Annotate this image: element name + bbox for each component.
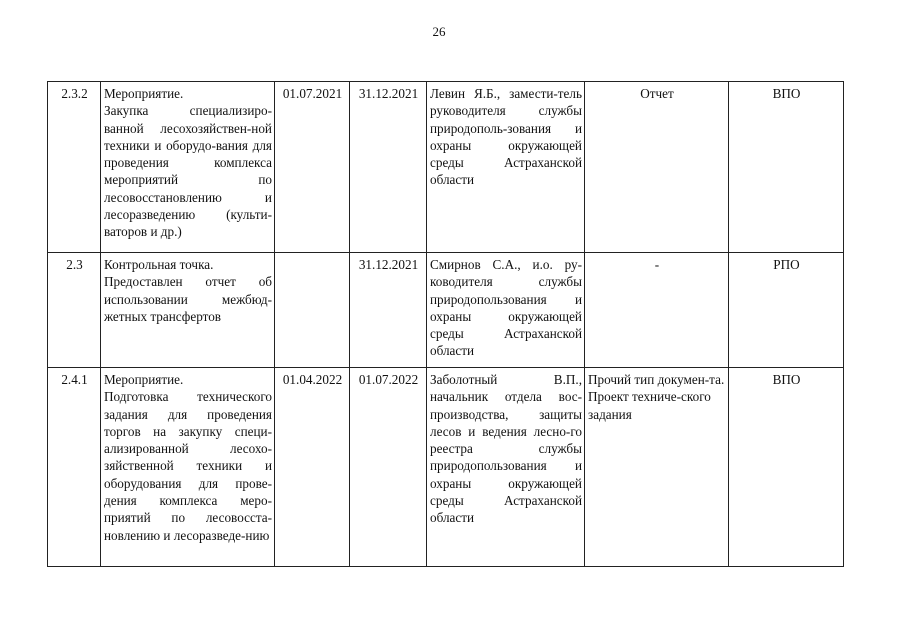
result-cell: Отчет bbox=[585, 82, 729, 253]
table-row bbox=[48, 82, 844, 253]
start-date-cell: 01.07.2021 bbox=[275, 82, 350, 253]
row-number-cell: 2.3 bbox=[48, 253, 101, 368]
end-date-cell: 31.12.2021 bbox=[350, 82, 427, 253]
event-name-text: Контрольная точка. Предоставлен отчет об использовании межбюд-жетных трансфертов bbox=[104, 257, 272, 324]
level-cell: ВПО bbox=[729, 82, 844, 253]
result-cell: - bbox=[585, 253, 729, 368]
end-date-cell: 01.07.2022 bbox=[350, 368, 427, 567]
page-number: 26 bbox=[432, 24, 446, 39]
event-name-cell bbox=[101, 82, 275, 253]
event-name-cell bbox=[101, 253, 275, 368]
event-name-text: Мероприятие. Закупка специализиро-ванной лесохозяйствен-ной техники и оборудо-вания для проведения комплекса мероприятий по лесовосстановлению и лесоразведению (культи-ваторов и др.) bbox=[104, 86, 272, 240]
level-cell: ВПО bbox=[729, 368, 844, 567]
level-cell: РПО bbox=[729, 253, 844, 368]
plan-table bbox=[47, 81, 844, 567]
row-number-cell: 2.3.2 bbox=[48, 82, 101, 253]
table-row bbox=[48, 253, 844, 368]
responsible-cell: Смирнов С.А., и.о. ру-ководителя службы природопользования и охраны окружающей среды Астраханской области bbox=[427, 253, 585, 368]
result-cell: Прочий тип докумен-та. Проект техниче-ского задания bbox=[585, 368, 729, 567]
row-number-cell: 2.4.1 bbox=[48, 368, 101, 567]
start-date-cell: 01.04.2022 bbox=[275, 368, 350, 567]
event-name-text: Мероприятие. Подготовка технического задания для проведения торгов на закупку специ-ализированной лесохо-зяйственной техники и оборудования для прове-дения комплекса меро-приятий по лесовосста-новлению и лесоразведе-нию bbox=[104, 372, 272, 543]
responsible-cell: Заболотный В.П., начальник отдела вос-производства, защиты лесов и ведения лесно-го реестра службы природопользования и охраны окружающей среды Астраханской области bbox=[427, 368, 585, 567]
responsible-cell: Левин Я.Б., замести-тель руководителя службы природополь-зования и охраны окружающей среды Астраханской области bbox=[427, 82, 585, 253]
table-row bbox=[48, 368, 844, 567]
event-name-cell bbox=[101, 368, 275, 567]
end-date-cell: 31.12.2021 bbox=[350, 253, 427, 368]
start-date-cell bbox=[275, 253, 350, 368]
